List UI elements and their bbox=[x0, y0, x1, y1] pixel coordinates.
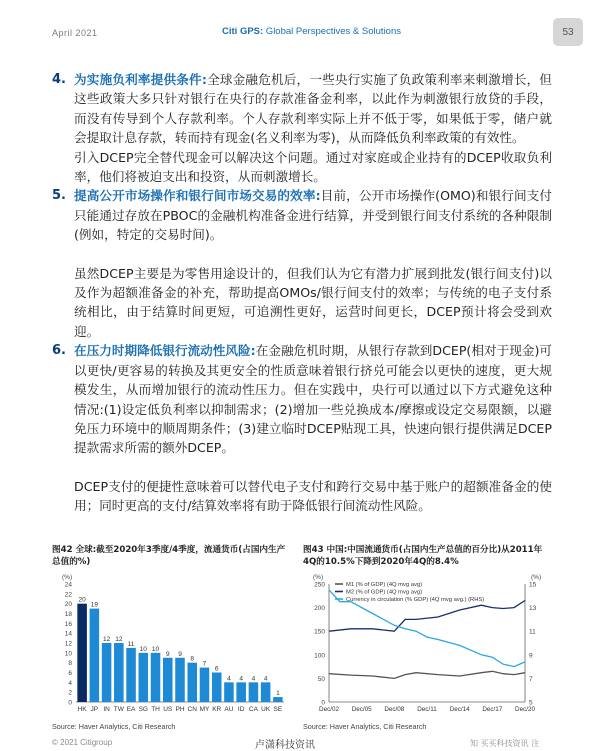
data-label: 11 bbox=[127, 640, 135, 648]
x-tick-label: Dec/02 bbox=[319, 706, 339, 713]
x-tick-label: MY bbox=[199, 706, 210, 713]
x-tick-label: Dec/11 bbox=[417, 706, 437, 713]
x-tick-label: Dec/17 bbox=[482, 706, 503, 713]
y-tick-label: 4 bbox=[68, 679, 72, 687]
data-label: 8 bbox=[190, 655, 195, 663]
y-tick-label: 18 bbox=[64, 611, 72, 618]
bar bbox=[187, 663, 197, 702]
bar bbox=[175, 658, 185, 702]
header-subtitle: Global Perspectives & Solutions bbox=[263, 26, 401, 37]
right-tick-label: 13 bbox=[529, 605, 537, 613]
x-tick-label: SE bbox=[273, 706, 283, 713]
data-label: 4 bbox=[263, 675, 268, 683]
data-label: 7 bbox=[202, 660, 207, 668]
bar bbox=[114, 643, 124, 702]
figure-42 bbox=[52, 544, 290, 731]
y-tick-label: 24 bbox=[64, 581, 72, 589]
bar bbox=[126, 648, 136, 702]
list-item-4 bbox=[52, 70, 552, 148]
x-tick-label: Dec/08 bbox=[384, 706, 405, 713]
x-tick-label: US bbox=[163, 706, 173, 713]
figure-42-source: Source: Haver Analytics, Citi Research bbox=[52, 722, 176, 731]
item-number: 5. bbox=[52, 188, 66, 204]
legend-label: M2 (% of GDP) (4Q mvg avg) bbox=[346, 589, 423, 596]
header-date: April 2021 bbox=[52, 28, 98, 38]
bar bbox=[224, 682, 234, 702]
page-number-badge: 53 bbox=[553, 18, 583, 46]
left-axis-unit: (%) bbox=[313, 574, 324, 581]
right-axis-unit: (%) bbox=[531, 574, 542, 581]
item-lead: 提高公开市场操作和银行间市场交易的效率: bbox=[74, 188, 321, 204]
list-item-5 bbox=[52, 186, 552, 244]
y-tick-label: 22 bbox=[64, 591, 72, 599]
data-label: 12 bbox=[102, 636, 111, 643]
header-brand: Citi GPS: bbox=[222, 26, 264, 37]
bar bbox=[200, 668, 210, 702]
item-number: 6. bbox=[52, 343, 66, 359]
x-tick-label: TH bbox=[151, 706, 160, 713]
item-lead: 在压力时期降低银行流动性风险: bbox=[74, 343, 256, 359]
right-tick-label: 15 bbox=[529, 581, 537, 589]
x-tick-label: Dec/05 bbox=[351, 706, 372, 713]
y-tick-label: 8 bbox=[68, 660, 72, 668]
figure-43 bbox=[303, 544, 551, 731]
y-tick-label: 12 bbox=[64, 640, 72, 648]
data-label: 10 bbox=[151, 645, 160, 653]
data-label: 9 bbox=[178, 650, 182, 658]
bar bbox=[236, 682, 246, 702]
item-text: 目前，公开市场操作(OMO)和银行间支付只能通过存放在PBOC的金融机构准备金进行结算，并受到银行间支付系统的各种限制(例如，特定的交易时间)。 bbox=[74, 188, 552, 243]
legend-label: M1 (% of GDP) (4Q mvg avg) bbox=[346, 582, 423, 588]
y-tick-label: 10 bbox=[64, 650, 72, 658]
data-label: 10 bbox=[139, 645, 147, 653]
right-tick-label: 5 bbox=[529, 699, 533, 707]
bar bbox=[102, 643, 112, 702]
figure-43-title: 图43 中国:中国流通货币(占国内生产总值的百分比)从2011年4Q的10.5%下降到2020年4Q的8.4% bbox=[303, 545, 543, 567]
item-number: 4. bbox=[52, 72, 66, 87]
bar bbox=[249, 682, 259, 702]
y-tick-label: 0 bbox=[68, 699, 72, 707]
data-label: 9 bbox=[165, 650, 170, 658]
figure-42-chart bbox=[52, 570, 290, 720]
right-tick-label: 7 bbox=[529, 675, 533, 683]
bar bbox=[139, 653, 149, 702]
legend-label: Currency in circulation (% GDP) (4Q mvg avg.) (RHS) bbox=[346, 597, 485, 603]
x-tick-label: UK bbox=[261, 706, 271, 713]
bar bbox=[151, 653, 161, 702]
item-text: 全球金融危机后，一些央行实施了负政策利率来刺激增长，但这些政策大多只针对银行在央行的存款准备金利率，以此作为刺激银行放贷的手段，而没有传导到个人存款利率。个人存款利率实际上并不低于零，如果低于零，储户就会提取计息存款，转而持有现金(名义利率为零)，从而降低负利率政策的有效性。 bbox=[74, 72, 553, 146]
page-header bbox=[0, 0, 600, 62]
footer-right-watermark: 知 买买科技资讯 注 bbox=[470, 739, 540, 748]
page-footer bbox=[0, 736, 600, 751]
y-axis-unit: (%) bbox=[62, 574, 73, 581]
x-tick-label: PH bbox=[175, 706, 185, 713]
x-tick-label: EA bbox=[126, 706, 136, 713]
bar bbox=[90, 609, 100, 702]
bar bbox=[77, 604, 87, 702]
left-tick-label: 0 bbox=[321, 699, 325, 707]
x-tick-label: Dec/20 bbox=[515, 706, 535, 713]
data-label: 19 bbox=[90, 601, 98, 609]
x-tick-label: AU bbox=[224, 706, 234, 713]
x-tick-label: JP bbox=[90, 706, 99, 713]
y-tick-label: 2 bbox=[68, 689, 72, 697]
header-title bbox=[222, 26, 401, 37]
bar bbox=[212, 673, 222, 703]
y-tick-label: 20 bbox=[64, 601, 72, 609]
right-tick-label: 11 bbox=[529, 628, 536, 636]
x-tick-label: SG bbox=[138, 706, 148, 713]
bar bbox=[261, 682, 271, 702]
bar bbox=[273, 697, 283, 702]
x-tick-label: TW bbox=[113, 706, 124, 713]
left-tick-label: 200 bbox=[314, 605, 325, 613]
figure-43-source: Source: Haver Analytics, Citi Research bbox=[303, 722, 427, 731]
footer-copyright: © 2021 Citigroup bbox=[52, 738, 113, 747]
data-label: 12 bbox=[115, 636, 123, 643]
data-label: 20 bbox=[78, 596, 86, 604]
x-tick-label: CN bbox=[187, 706, 197, 713]
data-label: 4 bbox=[239, 675, 243, 683]
right-tick-label: 9 bbox=[529, 652, 533, 660]
x-tick-label: IN bbox=[103, 706, 110, 713]
y-tick-label: 6 bbox=[68, 670, 72, 677]
left-tick-label: 50 bbox=[317, 675, 325, 683]
bar bbox=[163, 658, 173, 702]
x-tick-label: KR bbox=[212, 706, 222, 713]
data-label: 6 bbox=[214, 665, 219, 673]
x-tick-label: HK bbox=[77, 706, 87, 713]
footer-watermark: 卢潇科技资讯 bbox=[255, 740, 315, 751]
left-tick-label: 100 bbox=[314, 652, 325, 660]
series-line bbox=[329, 671, 525, 678]
item-extra-paragraph: 虽然DCEP主要是为零售用途设计的，但我们认为它有潜力扩展到批发(银行间支付)以及作为超额准备金的补充，帮助提高OMOs/银行间支付的效率；与传统的电子支付系统相比，由于结算时间更短，可追溯性更好，运营时间更长，DCEP预计将会受到欢迎。 bbox=[74, 265, 552, 339]
x-tick-label: ID bbox=[237, 706, 245, 713]
figure-42-title: 图42 全球:截至2020年3季度/4季度，流通货币(占国内生产总值的%) bbox=[52, 545, 286, 567]
figure-43-chart bbox=[303, 570, 551, 720]
data-label: 4 bbox=[227, 675, 231, 683]
item-text: 在金融危机时期，从银行存款到DCEP(相对于现金)可以更快/更容易的转换及其更安全的性质意味着银行挤兑可能会以更快的速度，更大规模发生，从而增加银行的流动性压力。但在实践中，央行可以通过以下方式避免这种情况:(1)设定低负利率以抑制需求；(2)增加一些兑换成本/摩擦或设定交易限额，以避免压力环境中的顺周期条件；(3)建立临时DCEP贴现工具，快速向银行提供满足DCEP提款需求所需的额外DCEP。 bbox=[74, 343, 552, 456]
y-tick-label: 14 bbox=[64, 630, 72, 638]
body-text bbox=[52, 70, 552, 516]
data-label: 4 bbox=[251, 675, 256, 683]
left-tick-label: 250 bbox=[314, 581, 325, 589]
item-extra-paragraph: DCEP支付的便捷性意味着可以替代电子支付和跨行交易中基于账户的超额准备金的使用；同时更高的支付/结算效率将有助于降低银行间流动性风险。 bbox=[74, 478, 552, 514]
data-label: 1 bbox=[276, 690, 280, 698]
list-item-6 bbox=[52, 341, 552, 457]
item-extra-paragraph: 引入DCEP完全替代现金可以解决这个问题。通过对家庭或企业持有的DCEP收取负利率，他们将被迫支出和投资，从而刺激增长。 bbox=[74, 149, 552, 185]
y-tick-label: 16 bbox=[64, 620, 72, 628]
left-tick-label: 150 bbox=[314, 628, 325, 636]
x-tick-label: CA bbox=[248, 706, 258, 713]
item-lead: 为实施负利率提供条件: bbox=[74, 72, 207, 87]
x-tick-label: Dec/14 bbox=[449, 706, 470, 713]
